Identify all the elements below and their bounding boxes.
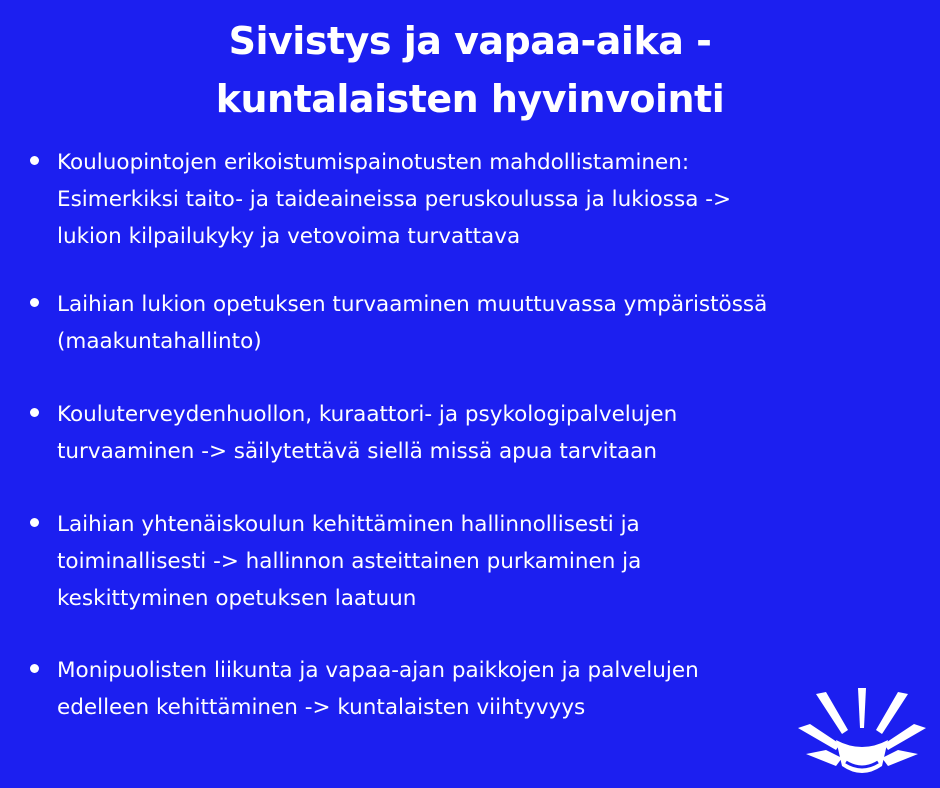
- bullet-dot-icon: [30, 408, 39, 417]
- bullet-line: keskittyminen opetuksen laatuun: [57, 586, 417, 611]
- bullet-line: Monipuolisten liikunta ja vapaa-ajan paikkojen ja palvelujen: [57, 658, 699, 683]
- bullet-text: [57, 286, 937, 360]
- bullet-line: edelleen kehittäminen -> kuntalaisten viihtyvyys: [57, 695, 586, 720]
- bullet-dot-icon: [30, 156, 39, 165]
- bullet-dot-icon: [30, 298, 39, 307]
- title-line-1: Sivistys ja vapaa-aika -: [228, 19, 712, 63]
- bullet-dot-icon: [30, 518, 39, 527]
- bullet-line: Laihian lukion opetuksen turvaaminen muuttuvassa ympäristössä: [57, 292, 768, 317]
- bullet-line: Kouluopintojen erikoistumispainotusten mahdollistaminen:: [57, 150, 690, 175]
- bullet-dot-icon: [30, 664, 39, 673]
- bullet-line: lukion kilpailukyky ja vetovoima turvattava: [57, 224, 521, 249]
- page-title: [0, 12, 940, 128]
- flower-logo-icon: [796, 684, 928, 780]
- bullet-line: Esimerkiksi taito- ja taideaineissa peruskoulussa ja lukiossa ->: [57, 187, 731, 212]
- bullet-text: [57, 506, 937, 617]
- bullet-text: [57, 396, 937, 470]
- bullet-line: Laihian yhtenäiskoulun kehittäminen hallinnollisesti ja: [57, 512, 640, 537]
- bullet-line: (maakuntahallinto): [57, 329, 262, 354]
- title-line-2: kuntalaisten hyvinvointi: [215, 77, 725, 121]
- bullet-line: toiminallisesti -> hallinnon asteittainen purkaminen ja: [57, 549, 642, 574]
- bullet-text: [57, 144, 937, 255]
- bullet-line: Kouluterveydenhuollon, kuraattori- ja psykologipalvelujen: [57, 402, 678, 427]
- bullet-line: turvaaminen -> säilytettävä siellä missä apua tarvitaan: [57, 439, 657, 464]
